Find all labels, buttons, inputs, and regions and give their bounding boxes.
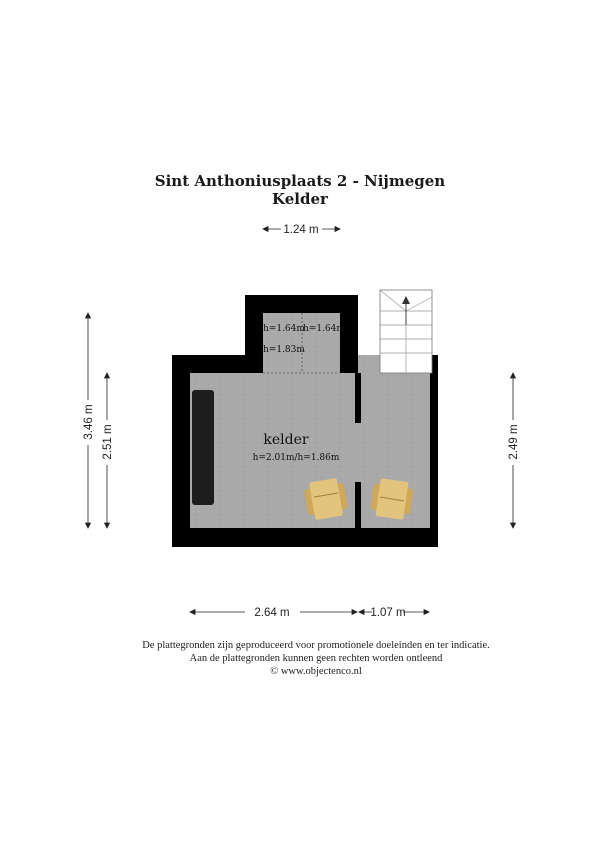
table-chair-icon xyxy=(304,478,348,520)
dim-bottom-left-label: 2.64 m xyxy=(254,607,290,619)
staircase-icon xyxy=(380,290,432,373)
alcove-height-top-right: h=1.64m xyxy=(303,324,345,334)
room-name: kelder xyxy=(263,432,309,448)
cabinet-icon xyxy=(192,390,214,505)
alcove-height-lower: h=1.83m xyxy=(263,345,305,355)
plan-title: Sint Anthoniusplaats 2 - Nijmegen xyxy=(154,172,446,190)
disclaimer-line-2: Aan de plattegronden kunnen geen rechten worden ontleend xyxy=(189,653,443,664)
floor-name: Kelder xyxy=(272,190,328,208)
dim-right-label: 2.49 m xyxy=(508,424,520,460)
room-heights: h=2.01m/h=1.86m xyxy=(252,453,340,463)
dim-bottom-right-label: 1.07 m xyxy=(370,607,406,619)
dim-left-outer-label: 3.46 m xyxy=(83,404,95,440)
partition-wall-lower xyxy=(355,482,361,528)
disclaimer-line-1: De plattegronden zijn geproduceerd voor promotionele doeleinden en ter indicatie. xyxy=(142,640,490,651)
dim-top-width-label: 1.24 m xyxy=(283,224,319,236)
alcove-height-top-left: h=1.64m xyxy=(263,324,305,334)
partition-wall xyxy=(355,373,361,423)
copyright-link[interactable]: © www.objectenco.nl xyxy=(270,666,362,677)
dim-left-inner-label: 2.51 m xyxy=(102,424,114,460)
table-chair-icon xyxy=(370,478,413,520)
